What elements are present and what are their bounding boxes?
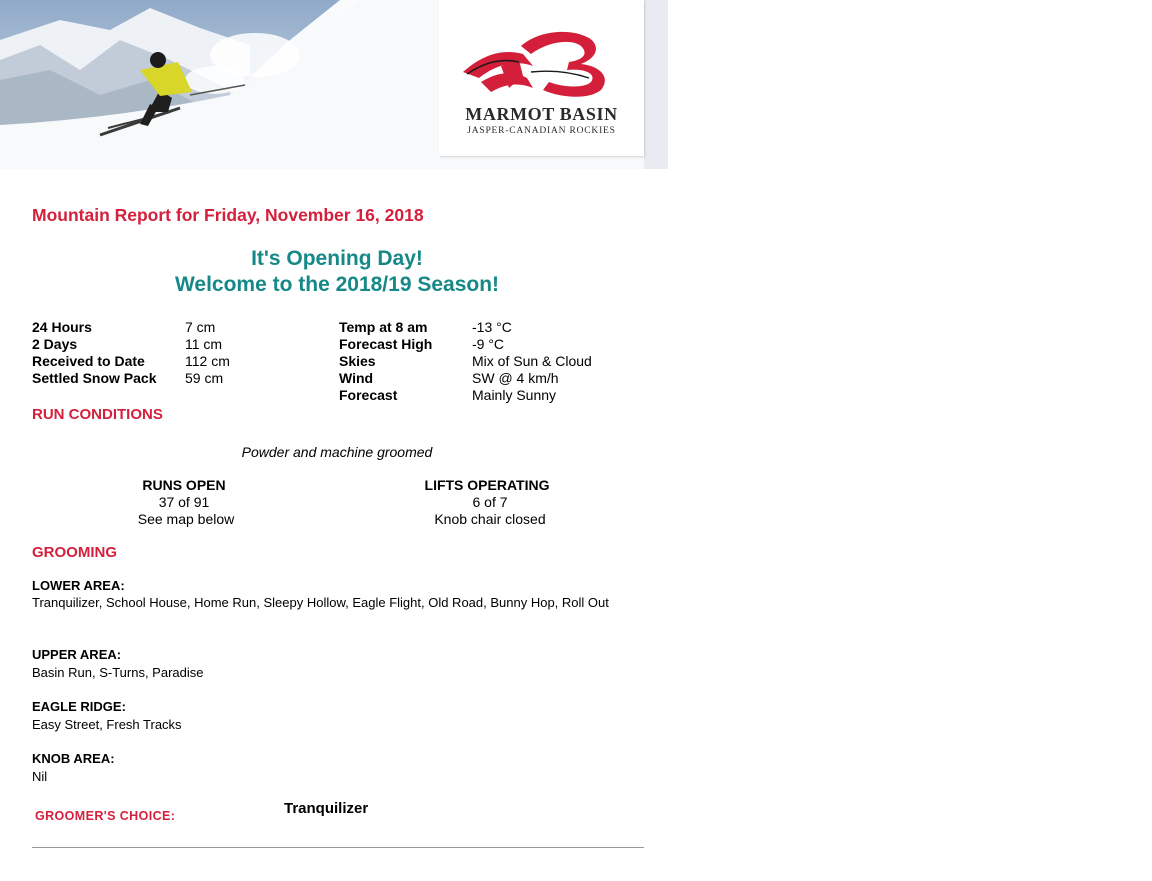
snow-value: 59 cm — [185, 370, 224, 386]
weather-value: -9 °C — [472, 336, 505, 352]
brand-logo[interactable] — [439, 0, 644, 156]
weather-label: Forecast — [339, 387, 398, 403]
snow-label: Received to Date — [32, 353, 145, 369]
area-label-lower: LOWER AREA: — [32, 578, 125, 593]
runs-open-note: See map below — [137, 511, 235, 527]
headline-opening-day: It's Opening Day! — [251, 247, 423, 270]
weather-value: Mainly Sunny — [472, 387, 557, 403]
area-runs-eagle-ridge: Easy Street, Fresh Tracks — [32, 717, 182, 732]
report-title: Mountain Report for Friday, November 16, 2018 — [32, 205, 424, 225]
area-runs-knob: Nil — [32, 769, 48, 784]
area-label-upper: UPPER AREA: — [32, 647, 122, 662]
area-runs-lower: Tranquilizer, School House, Home Run, Sleepy Hollow, Eagle Flight, Old Road, Bunny Hop, Roll Out — [32, 595, 609, 610]
snow-value: 11 cm — [185, 336, 223, 352]
snow-value: 7 cm — [185, 319, 216, 335]
weather-value: -13 °C — [472, 319, 512, 335]
groomers-choice-label: GROOMER'S CHOICE: — [35, 809, 176, 823]
lifts-operating-title: LIFTS OPERATING — [424, 477, 550, 493]
lifts-operating-count: 6 of 7 — [472, 494, 508, 510]
snow-label: 24 Hours — [32, 319, 92, 335]
run-conditions-heading: RUN CONDITIONS — [32, 406, 163, 423]
grooming-heading: GROOMING — [32, 544, 117, 561]
weather-label: Temp at 8 am — [339, 319, 428, 335]
snow-label: 2 Days — [32, 336, 78, 352]
groomers-choice-value: Tranquilizer — [284, 800, 369, 817]
snow-value: 112 cm — [185, 353, 230, 369]
area-label-eagle-ridge: EAGLE RIDGE: — [32, 699, 126, 714]
header-banner — [0, 0, 668, 169]
brand-tagline: JASPER-CANADIAN ROCKIES — [467, 126, 616, 136]
weather-label: Wind — [339, 370, 374, 386]
weather-value: SW @ 4 km/h — [472, 370, 559, 386]
area-runs-upper: Basin Run, S-Turns, Paradise — [32, 665, 204, 680]
area-label-knob: KNOB AREA: — [32, 751, 115, 766]
run-surface: Powder and machine groomed — [241, 444, 433, 460]
marmot-basin-logo-icon — [461, 26, 621, 100]
weather-value: Mix of Sun & Cloud — [472, 353, 592, 369]
runs-open-title: RUNS OPEN — [142, 477, 226, 493]
brand-name: MARMOT BASIN — [465, 104, 618, 124]
runs-open-count: 37 of 91 — [158, 494, 210, 510]
snow-label: Settled Snow Pack — [32, 370, 157, 386]
weather-label: Forecast High — [339, 336, 433, 352]
headline-welcome: Welcome to the 2018/19 Season! — [174, 273, 500, 296]
lifts-operating-note: Knob chair closed — [434, 511, 546, 527]
weather-label: Skies — [339, 353, 376, 369]
footer-divider — [32, 847, 644, 848]
